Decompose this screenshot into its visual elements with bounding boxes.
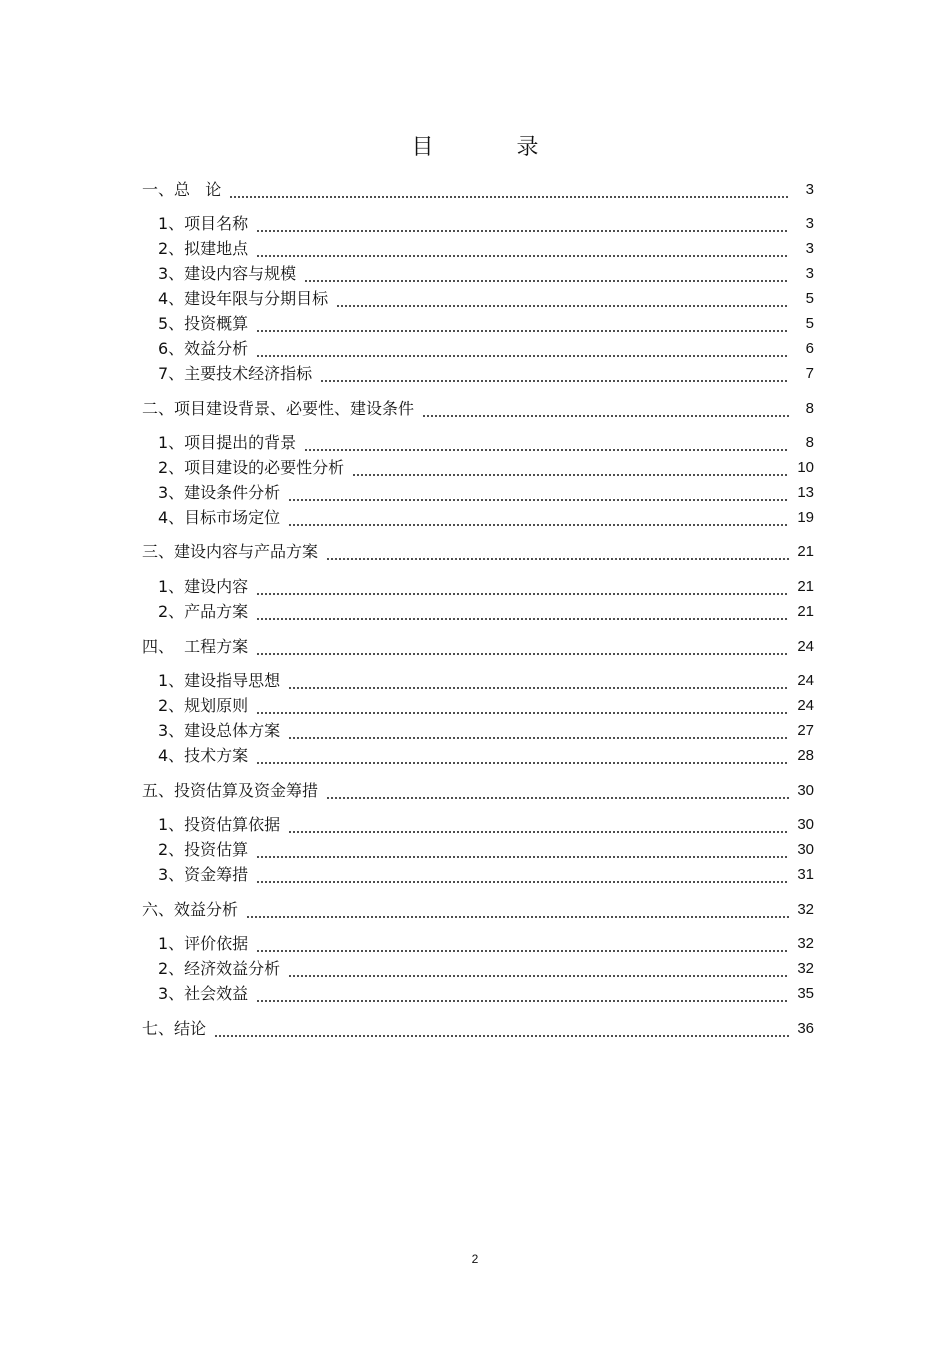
toc-entry[interactable] [142, 1015, 814, 1039]
toc-entry-label: 4、技术方案 [158, 746, 249, 765]
toc-entry[interactable] [142, 176, 814, 200]
toc-entry-page: 6 [805, 340, 814, 357]
toc-entry[interactable] [158, 285, 814, 309]
toc-entry-page: 10 [797, 459, 814, 476]
toc-entry-label: 六、效益分析 [142, 900, 239, 919]
toc-entry-label: 五、投资估算及资金筹措 [142, 781, 319, 800]
toc-entry-label: 1、项目名称 [158, 214, 249, 233]
toc-entry[interactable] [158, 692, 814, 716]
toc-entry-label: 七、结论 [142, 1019, 207, 1038]
toc-entry-page: 36 [797, 1020, 814, 1037]
toc-entry[interactable] [158, 429, 814, 453]
toc-entry-label: 2、项目建设的必要性分析 [158, 458, 345, 477]
toc-leader-dots [288, 483, 789, 503]
toc-entry-label: 1、建设指导思想 [158, 671, 281, 690]
toc-entry-label: 2、产品方案 [158, 602, 249, 621]
toc-entry-page: 30 [797, 782, 814, 799]
toc-entry-label: 7、主要技术经济指标 [158, 364, 313, 383]
toc-leader-dots [320, 364, 789, 384]
toc-entry-label: 一、总 论 [142, 180, 222, 199]
toc-leader-dots [304, 433, 789, 453]
toc-entry-page: 21 [797, 578, 814, 595]
toc-entry-page: 5 [805, 290, 814, 307]
toc-entry[interactable] [158, 861, 814, 885]
toc-entry-label: 2、经济效益分析 [158, 959, 281, 978]
page-number: 2 [471, 1252, 479, 1266]
toc-entry-label: 2、拟建地点 [158, 239, 249, 258]
toc-entry-label: 四、 工程方案 [142, 637, 249, 656]
toc-leader-dots [256, 602, 789, 622]
toc-leader-dots [288, 721, 789, 741]
toc-entry-page: 8 [805, 434, 814, 451]
toc-leader-dots [256, 865, 789, 885]
toc-entry-page: 31 [797, 866, 814, 883]
toc-entry-label: 2、规划原则 [158, 696, 249, 715]
toc-entry-page: 32 [797, 960, 814, 977]
toc-leader-dots [256, 840, 789, 860]
toc-leader-dots [256, 746, 789, 766]
toc-entry-page: 8 [805, 400, 814, 417]
toc-leader-dots [288, 959, 789, 979]
toc-entry[interactable] [142, 395, 814, 419]
toc-entry-page: 24 [797, 672, 814, 689]
toc-entry-label: 6、效益分析 [158, 339, 249, 358]
toc-leader-dots [288, 508, 789, 528]
toc-entry-page: 3 [805, 265, 814, 282]
toc-entry-page: 27 [797, 722, 814, 739]
toc-entry[interactable] [158, 454, 814, 478]
toc-entry[interactable] [158, 598, 814, 622]
toc-leader-dots [326, 781, 789, 801]
toc-entry[interactable] [142, 633, 814, 657]
toc-entry-label: 3、社会效益 [158, 984, 249, 1003]
toc-entry-page: 13 [797, 484, 814, 501]
toc-leader-dots [326, 542, 789, 562]
toc-entry[interactable] [158, 504, 814, 528]
toc-entry-page: 21 [797, 543, 814, 560]
toc-leader-dots [229, 180, 789, 200]
toc-entry-page: 7 [805, 365, 814, 382]
toc-entry[interactable] [158, 260, 814, 284]
toc-leader-dots [246, 900, 789, 920]
toc-leader-dots [288, 815, 789, 835]
toc-entry-label: 1、评价依据 [158, 934, 249, 953]
toc-leader-dots [304, 264, 789, 284]
toc-entry[interactable] [158, 930, 814, 954]
toc-entry-page: 35 [797, 985, 814, 1002]
toc-entry-label: 3、建设条件分析 [158, 483, 281, 502]
toc-leader-dots [256, 577, 789, 597]
toc-entry-label: 3、资金筹措 [158, 865, 249, 884]
page-title: 目 录 [411, 135, 577, 160]
toc-entry-label: 二、项目建设背景、必要性、建设条件 [142, 399, 415, 418]
toc-leader-dots [256, 239, 789, 259]
toc-entry-label: 4、建设年限与分期目标 [158, 289, 329, 308]
toc-entry[interactable] [158, 210, 814, 234]
toc-entry[interactable] [158, 667, 814, 691]
toc-leader-dots [256, 984, 789, 1004]
toc-leader-dots [256, 696, 789, 716]
toc-leader-dots [256, 314, 789, 334]
toc-entry-page: 19 [797, 509, 814, 526]
toc-entry[interactable] [158, 836, 814, 860]
toc-entry[interactable] [158, 235, 814, 259]
toc-leader-dots [214, 1019, 789, 1039]
toc-entry[interactable] [158, 360, 814, 384]
toc-entry-page: 5 [805, 315, 814, 332]
toc-entry-label: 1、投资估算依据 [158, 815, 281, 834]
toc-entry-page: 30 [797, 841, 814, 858]
toc-entry[interactable] [158, 811, 814, 835]
toc-entry-page: 30 [797, 816, 814, 833]
toc-leader-dots [352, 458, 789, 478]
toc-entry-label: 2、投资估算 [158, 840, 249, 859]
toc-entry[interactable] [142, 777, 814, 801]
toc-leader-dots [256, 637, 789, 657]
toc-entry-label: 5、投资概算 [158, 314, 249, 333]
toc-entry-page: 32 [797, 935, 814, 952]
toc-entry[interactable] [158, 335, 814, 359]
toc-leader-dots [256, 339, 789, 359]
toc-entry-page: 24 [797, 697, 814, 714]
toc-entry[interactable] [158, 310, 814, 334]
toc-entry-page: 3 [805, 215, 814, 232]
toc-leader-dots [288, 671, 789, 691]
toc-leader-dots [422, 399, 789, 419]
toc-entry-label: 1、项目提出的背景 [158, 433, 297, 452]
toc-entry[interactable] [158, 980, 814, 1004]
toc-entry[interactable] [158, 479, 814, 503]
toc-entry[interactable] [142, 896, 814, 920]
toc-entry-page: 24 [797, 638, 814, 655]
toc-entry[interactable] [142, 538, 814, 562]
toc-entry-label: 三、建设内容与产品方案 [142, 542, 319, 561]
toc-entry[interactable] [158, 573, 814, 597]
toc-entry-page: 21 [797, 603, 814, 620]
toc-entry[interactable] [158, 742, 814, 766]
toc-entry[interactable] [158, 717, 814, 741]
toc-leader-dots [256, 214, 789, 234]
toc-entry-page: 3 [805, 181, 814, 198]
toc-entry-label: 4、目标市场定位 [158, 508, 281, 527]
toc-entry-page: 3 [805, 240, 814, 257]
toc-entry-page: 28 [797, 747, 814, 764]
toc-leader-dots [256, 934, 789, 954]
toc-entry-label: 3、建设内容与规模 [158, 264, 297, 283]
toc-entry-label: 1、建设内容 [158, 577, 249, 596]
toc-entry-label: 3、建设总体方案 [158, 721, 281, 740]
toc-leader-dots [336, 289, 789, 309]
toc-entry[interactable] [158, 955, 814, 979]
toc-entry-page: 32 [797, 901, 814, 918]
